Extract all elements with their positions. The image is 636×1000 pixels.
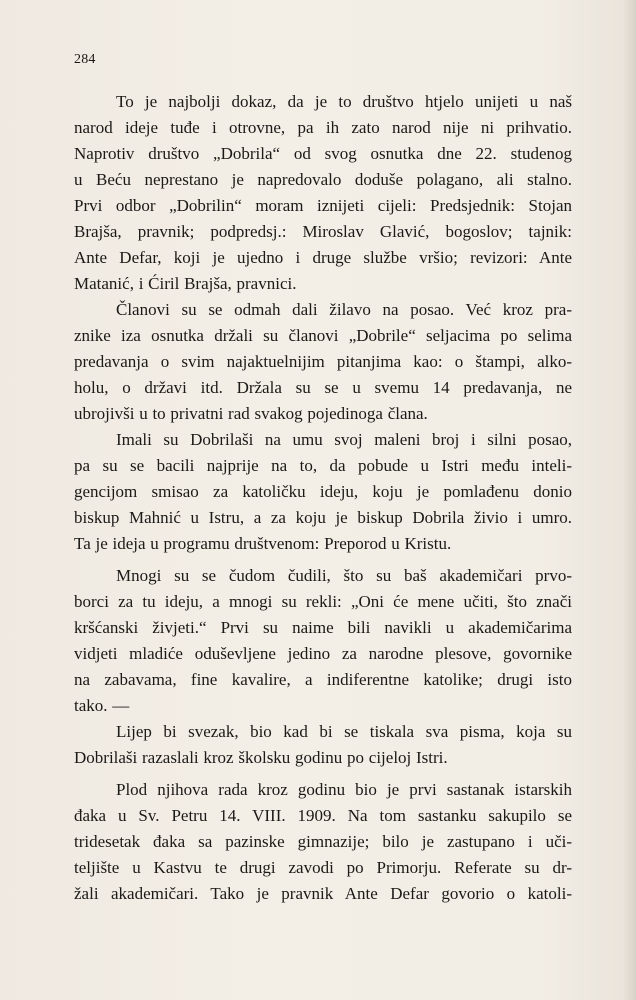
paragraph <box>74 719 572 771</box>
text-line: gencijom smisao za katoličku ideju, koju je pomlađenu donio <box>74 482 572 501</box>
text-line: narod ideje tuđe i otrovne, pa ih zato narod nije ni prihvatio. <box>74 118 572 137</box>
text-line: Naprotiv društvo „Dobrila“ od svog osnutka dne 22. studenog <box>74 144 572 163</box>
text-line: Ta je ideja u programu društvenom: Preporod u Kristu. <box>74 534 452 553</box>
text-line: Dobrilaši razaslali kroz školsku godinu po cijeloj Istri. <box>74 748 448 767</box>
text-line: tako. — <box>74 696 130 715</box>
text-line: pa su se bacili najprije na to, da pobude u Istri među inteli- <box>74 456 572 475</box>
text-line: ubrojivši u to privatni rad svakog pojedinoga člana. <box>74 404 428 423</box>
text-line: holu, o državi itd. Držala su se u svemu 14 predavanja, ne <box>74 378 572 397</box>
paragraph <box>74 89 572 297</box>
text-line: Članovi su se odmah dali žilavo na posao. Već kroz pra- <box>116 300 572 319</box>
text-line: Brajša, pravnik; podpredsj.: Miroslav Glavić, bogoslov; tajnik: <box>74 222 572 241</box>
page-edge-shadow <box>622 0 636 1000</box>
body-text <box>74 89 572 907</box>
text-line: Plod njihova rada kroz godinu bio je prvi sastanak istarskih <box>116 780 572 799</box>
text-line: tridesetak đaka sa pazinske gimnazije; bilo je zastupano i uči- <box>74 832 572 851</box>
text-line: Matanić, i Ćiril Brajša, pravnici. <box>74 274 297 293</box>
text-line: biskup Mahnić u Istru, a za koju je biskup Dobrila živio i umro. <box>74 508 572 527</box>
paragraph <box>74 297 572 427</box>
text-line: žali akademičari. Tako je pravnik Ante Defar govorio o katoli- <box>74 884 572 903</box>
text-line: Ante Defar, koji je ujedno i druge službe vršio; revizori: Ante <box>74 248 572 267</box>
paragraph <box>74 427 572 557</box>
text-line: Prvi odbor „Dobrilin“ moram iznijeti cijeli: Predsjednik: Stojan <box>74 196 572 215</box>
paragraph <box>74 777 572 907</box>
text-line: kršćanski živjeti.“ Prvi su naime bili navikli u akademičarima <box>74 618 572 637</box>
text-line: na zabavama, fine kavalire, a indiferentne katolike; drugi isto <box>74 670 572 689</box>
page-number: 284 <box>74 52 96 67</box>
text-line: znike iza osnutka držali su članovi „Dobrile“ seljacima po selima <box>74 326 572 345</box>
text-line: Mnogi su se čudom čudili, što su baš akademičari prvo- <box>116 566 572 585</box>
text-line: To je najbolji dokaz, da je to društvo htjelo unijeti u naš <box>116 92 572 111</box>
text-line: Lijep bi svezak, bio kad bi se tiskala sva pisma, koja su <box>116 722 572 741</box>
text-line: borci za tu ideju, a mnogi su rekli: „Oni će mene učiti, što znači <box>74 592 572 611</box>
text-line: predavanja o svim najaktuelnijim pitanjima kao: o štampi, alko- <box>74 352 572 371</box>
text-line: teljište u Kastvu te drugi zavodi po Primorju. Referate su dr- <box>74 858 572 877</box>
text-line: vidjeti mladiće oduševljene jedino za narodne plesove, govornike <box>74 644 572 663</box>
text-line: u Beću neprestano je napredovalo doduše polagano, ali stalno. <box>74 170 572 189</box>
text-line: đaka u Sv. Petru 14. VIII. 1909. Na tom sastanku sakupilo se <box>74 806 572 825</box>
text-line: Imali su Dobrilaši na umu svoj maleni broj i silni posao, <box>116 430 572 449</box>
paragraph <box>74 563 572 719</box>
